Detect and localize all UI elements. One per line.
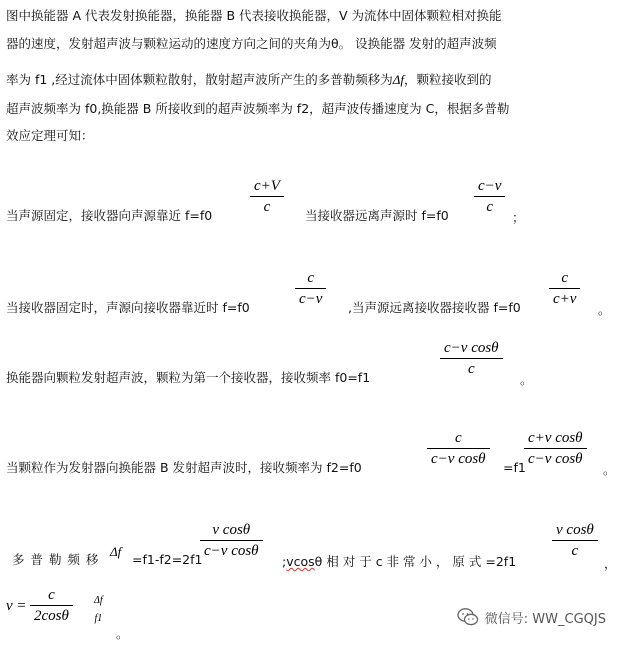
- intro-line-3: [6, 70, 492, 88]
- eq5-tail: ，: [604, 556, 617, 571]
- eq5-text-a: 多 普 勒 频 移: [12, 552, 100, 567]
- eq6-fraction-b: [90, 594, 107, 626]
- eq5-frac-a-den: c−v cosθ: [204, 543, 259, 559]
- eq2-text-b: ,当声源远离接收器接收器 f=f0: [348, 300, 521, 315]
- eq3-frac-den: c: [467, 361, 475, 377]
- eq2-frac-b-num: c: [561, 270, 569, 286]
- eq2-fraction-b: [549, 268, 580, 309]
- watermark-text: 微信号: WW_CGQJS: [484, 611, 606, 627]
- intro-line-3b: ，颗粒接收到的: [404, 72, 492, 87]
- eq5-text-c: [282, 552, 516, 570]
- eq5-text-c-post: θ 相 对 于 c 非 常 小 ， 原 式 =2f1: [314, 554, 517, 569]
- eq6-frac-a-den: 2cosθ: [34, 608, 69, 624]
- intro-line-1: 图中换能器 A 代表发射换能器，换能器 B 代表接收换能器，V 为流体中固体颗粒相对换能: [6, 8, 502, 23]
- eq4-fraction-a: [427, 428, 490, 469]
- eq5-delta-f: Δf: [110, 544, 122, 559]
- eq5-frac-b-den: c: [571, 543, 579, 559]
- eq3-frac-num: c−v cosθ: [444, 340, 499, 356]
- eq4-mid: =f1: [503, 460, 526, 475]
- eq2-frac-a-num: c: [307, 270, 315, 286]
- eq1-text-b: 当接收器远离声源时 f=f0: [305, 208, 449, 223]
- eq2-frac-a-den: c−v: [299, 291, 323, 307]
- eq4-tail: 。: [603, 462, 616, 477]
- eq5-text-b: =f1-f2=2f1: [132, 552, 203, 567]
- intro-line-5: 效应定理可知：: [6, 128, 94, 143]
- intro-line-3a: 率为 f1 ,经过流体中固体颗粒散射，散射超声波所产生的多普勒频移为: [6, 72, 393, 87]
- eq4-frac-b-den: c−v cosθ: [528, 451, 583, 467]
- eq3-fraction: [440, 338, 503, 379]
- eq4-frac-b-num: c+v cosθ: [528, 430, 583, 446]
- eq3-tail: 。: [520, 372, 533, 387]
- wechat-icon: [457, 607, 479, 627]
- eq1-frac-b-num: c−v: [478, 178, 502, 194]
- intro-line-2: 器的速度，发射超声波与颗粒运动的速度方向之间的夹角为θ。 设换能器 发射的超声波频: [6, 36, 497, 51]
- eq2-tail: 。: [598, 302, 611, 317]
- eq5-fraction-a: [200, 520, 263, 561]
- eq2-text-a: 当接收器固定时，声源向接收器靠近时 f=f0: [6, 300, 250, 315]
- eq6-frac-a-num: c: [48, 587, 55, 603]
- eq4-frac-a-den: c−v cosθ: [431, 451, 486, 467]
- delta-f-symbol: Δf: [392, 72, 405, 87]
- eq5-text-c-pre: ;: [282, 554, 287, 569]
- eq6-lhs: v =: [6, 598, 27, 614]
- eq6-frac-b-num: Δf: [94, 595, 103, 606]
- eq4-fraction-b: [524, 428, 587, 469]
- eq2-frac-b-den: c+v: [553, 291, 577, 307]
- wechat-watermark: [457, 607, 606, 627]
- intro-line-4: 超声波频率为 f0,换能器 B 所接收到的超声波频率为 f2，超声波传播速度为 C，根据多普勒: [6, 101, 510, 116]
- eq4-frac-a-num: c: [454, 430, 462, 446]
- eq1-frac-b-den: c: [486, 199, 494, 215]
- eq5-fraction-b: [552, 520, 598, 561]
- eq1-fraction-a: [250, 176, 284, 217]
- eq4-text: 当颗粒作为发射器向换能器 B 发射超声波时，接收频率为 f2=f0: [6, 460, 362, 475]
- eq5-frac-b-num: v cosθ: [556, 522, 594, 538]
- eq1-frac-a-num: c+V: [254, 178, 280, 194]
- eq2-fraction-a: [295, 268, 326, 309]
- eq5-text-c-spellcheck: vcos: [286, 554, 315, 569]
- eq6-fraction-a: [30, 585, 73, 626]
- eq6-frac-b-den: f1: [94, 613, 103, 624]
- eq5-frac-a-num: v cosθ: [212, 522, 251, 538]
- eq3-text: 换能器向颗粒发射超声波，颗粒为第一个接收器，接收频率 f0=f1: [6, 370, 371, 385]
- eq1-tail: ；: [512, 210, 525, 225]
- eq1-frac-a-den: c: [263, 199, 271, 215]
- eq6-tail: 。: [116, 626, 129, 641]
- eq1-text-a: 当声源固定，接收器向声源靠近 f=f0: [6, 208, 213, 223]
- eq1-fraction-b: [474, 176, 505, 217]
